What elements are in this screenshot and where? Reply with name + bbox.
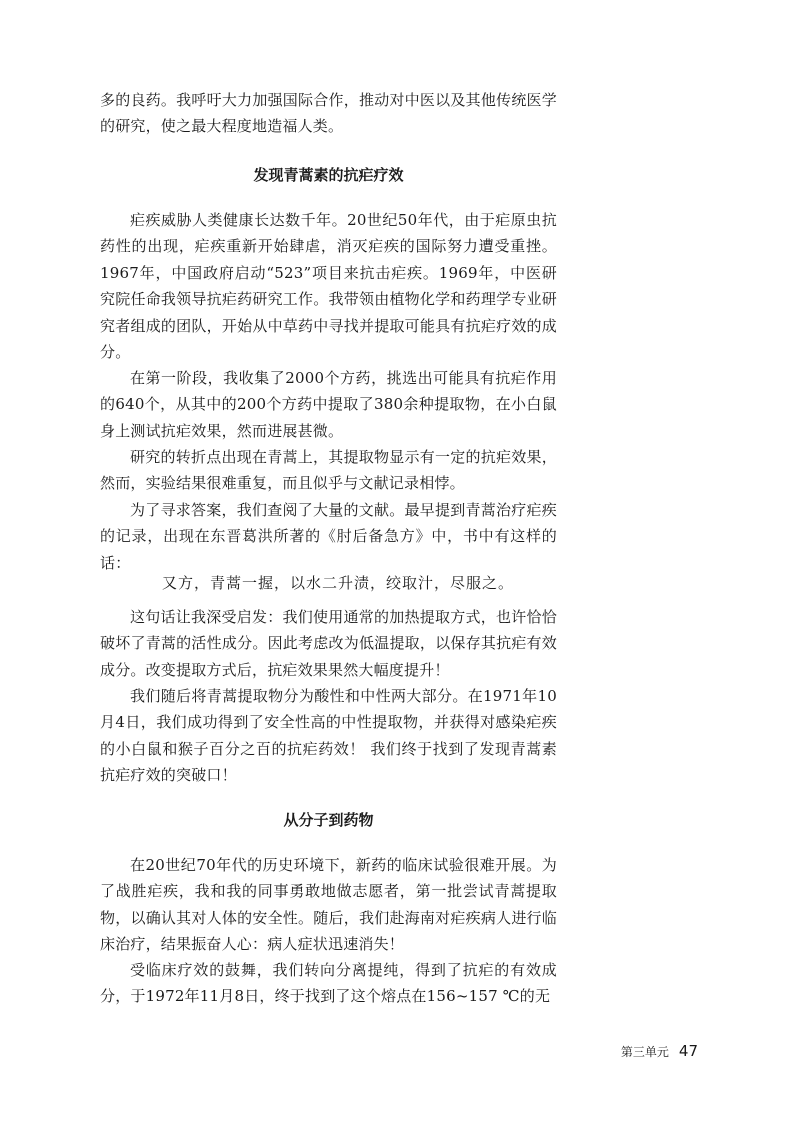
unit-label: 第三单元 bbox=[620, 1045, 669, 1059]
page-number: 47 bbox=[678, 1042, 698, 1060]
paragraph-literature-search: 为了寻求答案，我们查阅了大量的文献。最早提到青蒿治疗疟疾的记录，出现在东晋葛洪所著的《肘后备急方》中，书中有这样的话： bbox=[100, 501, 557, 572]
paragraph-breakthrough: 我们随后将青蒿提取物分为酸性和中性两大部分。在1971年10月4日，我们成功得到了安全性高的中性提取物，并获得对感染疟疾的小白鼠和猴子百分之百的抗疟药效！ 我们终于找到了发现青蒿素抗疟疗效的突破口！ bbox=[100, 687, 557, 785]
page-footer bbox=[621, 1042, 698, 1060]
paragraph-turning-point: 研究的转折点出现在青蒿上，其提取物显示有一定的抗疟效果，然而，实验结果很难重复，而且似乎与文献记录相悖。 bbox=[100, 448, 557, 493]
paragraph-clinical-trial: 在20世纪70年代的历史环境下，新药的临床试验很难开展。为了战胜疟疾，我和我的同事勇敢地做志愿者，第一批尝试青蒿提取物，以确认其对人体的安全性。随后，我们赴海南对疟疾病人进行临床治疗，结果振奋人心：病人症状迅速消失！ bbox=[100, 856, 557, 954]
paragraph-isolation: 受临床疗效的鼓舞，我们转向分离提纯，得到了抗疟的有效成分，于1972年11月8日，终于找到了这个熔点在156~157 ℃的无 bbox=[100, 961, 557, 1006]
paragraph-inspiration: 这句话让我深受启发：我们使用通常的加热提取方式，也许恰恰破坏了青蒿的活性成分。因此考虑改为低温提取，以保存其抗疟有效成分。改变提取方式后，抗疟效果果然大幅度提升！ bbox=[100, 608, 557, 679]
paragraph-first-stage: 在第一阶段，我收集了2000个方药，挑选出可能具有抗疟作用的640个，从其中的200个方药中提取了380余种提取物，在小白鼠身上测试抗疟效果，然而进展甚微。 bbox=[100, 369, 557, 440]
paragraph-malaria-history: 疟疾威胁人类健康长达数千年。20世纪50年代，由于疟原虫抗药性的出现，疟疾重新开始肆虐，消灭疟疾的国际努力遭受重挫。1967年，中国政府启动“523”项目来抗击疟疾。1969年，中医研究院任命我领导抗疟药研究工作。我带领由植物化学和药理学专业研究者组成的团队，开始从中草药中寻找并提取可能具有抗疟疗效的成分。 bbox=[100, 211, 557, 362]
classical-quote: 又方，青蒿一握，以水二升渍，绞取汁，尽服之。 bbox=[162, 574, 515, 592]
section-heading-molecule-to-medicine: 从分子到药物 bbox=[283, 811, 374, 829]
paragraph-intro-continuation: 多的良药。我呼吁大力加强国际合作，推动对中医以及其他传统医学的研究，使之最大程度地造福人类。 bbox=[100, 91, 557, 136]
section-heading-artemisinin-discovery: 发现青蒿素的抗疟疗效 bbox=[253, 166, 404, 184]
